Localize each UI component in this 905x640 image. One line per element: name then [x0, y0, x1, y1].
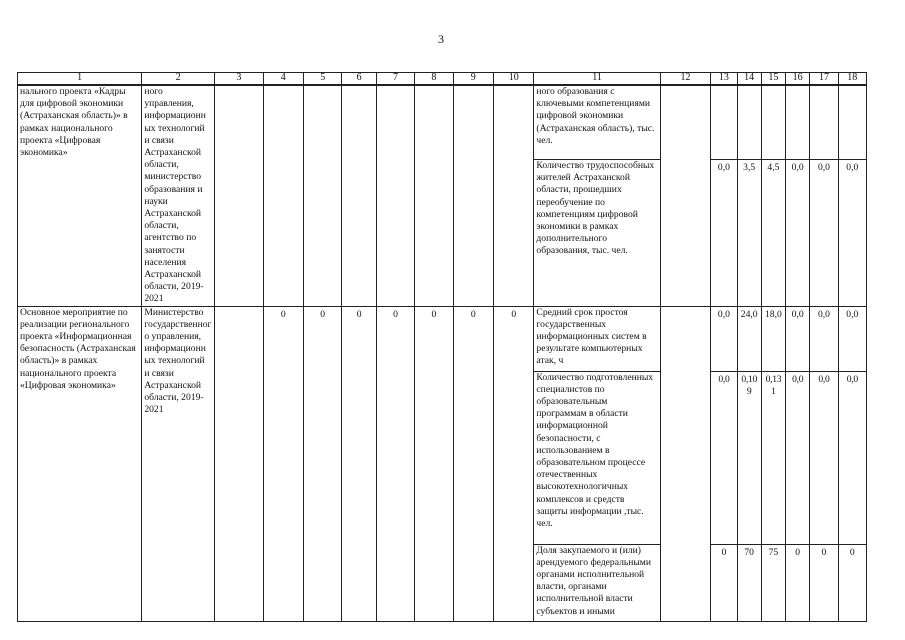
value-cell: 0,0 [810, 371, 838, 544]
table-row [18, 306, 867, 371]
header-row [18, 73, 867, 86]
header-cell: 4 [263, 73, 303, 86]
value-cell: 0,109 [737, 371, 761, 544]
value-cell: 0 [786, 544, 810, 621]
indicator-name-cell: Доля закупаемого и (или) арендуемого федеральными органами исполнительной власти, органами исполнительной власти субъектов и иными [534, 544, 660, 621]
value-cell: 0,0 [810, 159, 838, 306]
header-cell: 18 [838, 73, 866, 86]
program-table [17, 72, 867, 622]
table-row [18, 85, 867, 159]
executor-cell: Министерство государственного управления, информационных технологий и связи Астраханской области, 2019-2021 [142, 306, 215, 621]
value-cell: 0 [376, 306, 414, 621]
header-cell: 12 [660, 73, 711, 86]
value-cell: 0 [494, 306, 534, 621]
indicator-name-cell: ного образования с ключевыми компетенциями цифровой экономики (Астраханская область), тыс. чел. [534, 85, 660, 159]
value-cell: 0 [453, 306, 493, 621]
value-cell: 0 [415, 306, 453, 621]
indicator-name-cell: Средний срок простоя государственных информационных систем в результате компьютерных атак, ч [534, 306, 660, 371]
header-cell: 16 [786, 73, 810, 86]
value-cell: 0 [711, 544, 737, 621]
header-cell: 15 [761, 73, 785, 86]
header-cell: 11 [534, 73, 660, 86]
executor-cell: ного управления, информационных технологий и связи Астраханской области, министерство образования и науки Астраханской области, агентство по занятости населения Астраханской области, 2019-2021 [142, 85, 215, 306]
header-cell: 2 [142, 73, 215, 86]
value-cell: 0,0 [838, 306, 866, 371]
header-cell: 14 [737, 73, 761, 86]
value-cell: 4,5 [761, 159, 785, 306]
event-name-cell: Основное мероприятие по реализации регионального проекта «Информационная безопасность (Астраханская область)» в рамках национального проекта «Цифровая экономика» [18, 306, 142, 621]
header-cell: 7 [376, 73, 414, 86]
value-cell: 0 [263, 306, 303, 621]
value-cell: 0,0 [711, 159, 737, 306]
event-name-cell: нального проекта «Кадры для цифровой экономики (Астраханская область)» в рамках национального проекта «Цифровая экономика» [18, 85, 142, 306]
indicator-name-cell: Количество подготовленных специалистов по образовательным программам в области информационной безопасности, с использованием в образовательном процессе отечественных высокотехнологичных комплексов и средств защиты информации ,тыс. чел. [534, 371, 660, 544]
header-cell: 6 [342, 73, 376, 86]
indicator-name-cell: Количество трудоспособных жителей Астраханской области, прошедших переобучение по компетенциям цифровой экономики в рамках дополнительного образования, тыс. чел. [534, 159, 660, 306]
value-cell: 0,0 [786, 306, 810, 371]
header-cell: 5 [304, 73, 342, 86]
value-cell: 0 [342, 306, 376, 621]
header-cell: 17 [810, 73, 838, 86]
value-cell: 0 [810, 544, 838, 621]
header-cell: 10 [494, 73, 534, 86]
header-cell: 9 [453, 73, 493, 86]
value-cell: 0,0 [810, 306, 838, 371]
header-cell: 13 [711, 73, 737, 86]
value-cell: 0,0 [838, 159, 866, 306]
value-cell: 0,0 [786, 159, 810, 306]
value-cell: 0,0 [711, 371, 737, 544]
value-cell: 0 [838, 544, 866, 621]
page-number: 3 [438, 32, 444, 46]
value-cell: 0,0 [711, 306, 737, 371]
header-cell: 3 [215, 73, 264, 86]
value-cell: 18,0 [761, 306, 785, 371]
value-cell: 70 [737, 544, 761, 621]
value-cell: 75 [761, 544, 785, 621]
value-cell: 0 [304, 306, 342, 621]
value-cell: 0,131 [761, 371, 785, 544]
value-cell: 0,0 [786, 371, 810, 544]
value-cell: 3,5 [737, 159, 761, 306]
value-cell: 0,0 [838, 371, 866, 544]
header-cell: 8 [415, 73, 453, 86]
value-cell: 24,0 [737, 306, 761, 371]
header-cell: 1 [18, 73, 142, 86]
